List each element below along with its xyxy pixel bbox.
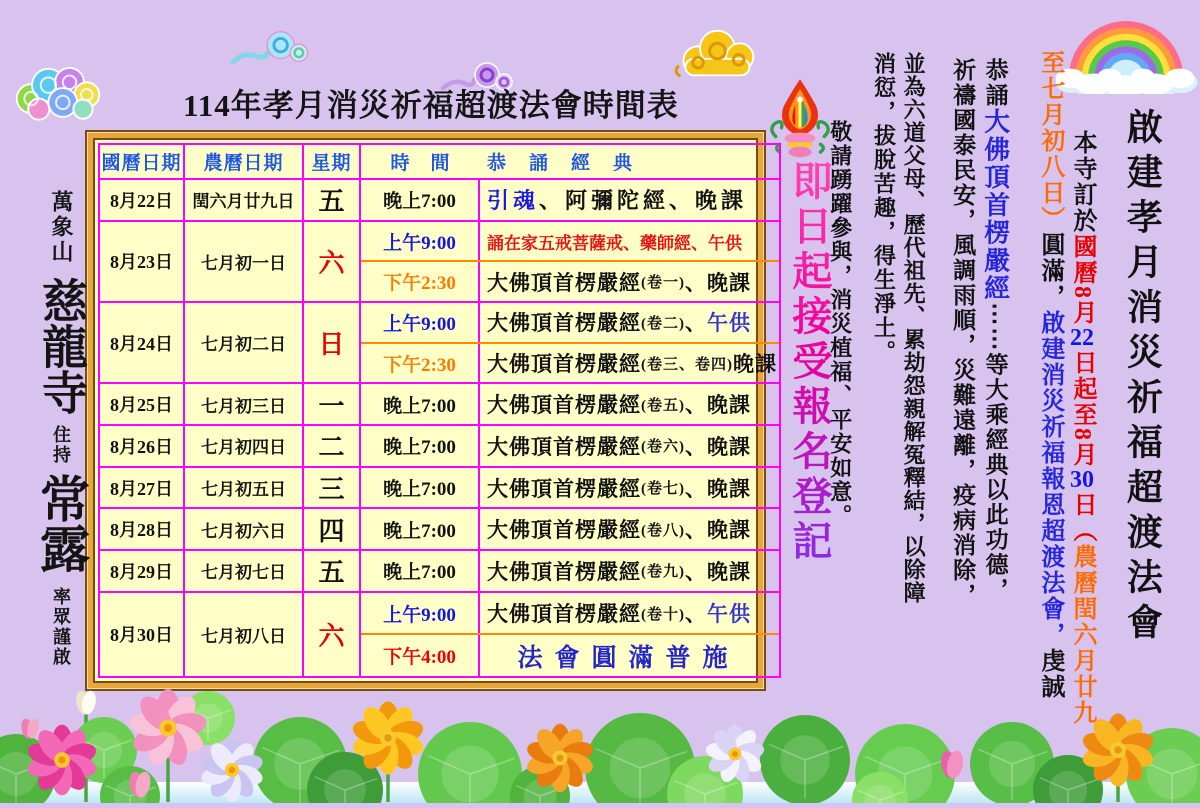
time-slots <box>361 303 779 382</box>
sutra-text: 誦在家五戒菩薩戒、藥師經、午供 <box>487 233 742 253</box>
sutra-text: (卷七) <box>641 481 685 498</box>
sutra-text: (卷九) <box>641 564 685 581</box>
time-slots <box>361 468 779 508</box>
time-cell: 下午2:30 <box>361 262 480 301</box>
table-row <box>100 549 779 591</box>
sutra-cell <box>480 180 779 220</box>
sutra-text: 、晚課 <box>685 559 751 584</box>
sutra-text: 大佛頂首楞嚴經 <box>487 311 641 336</box>
lunar-date-cell: 閏六月廿九日 <box>185 180 304 220</box>
announcement-text: 本寺訂於 <box>1069 130 1096 234</box>
sutra-text: 、晚課 <box>685 270 751 295</box>
time-cell: 晚上7:00 <box>361 384 480 424</box>
weekday-cell: 六 <box>304 222 361 301</box>
announcement-text: 啟建孝月消災祈福超渡法會 <box>1122 108 1163 648</box>
table-header-row <box>100 145 779 178</box>
time-cell: 晚上7:00 <box>361 426 480 466</box>
announcement-column <box>1067 46 1097 756</box>
sutra-cell <box>480 468 779 508</box>
cyan-swirl-cloud-icon <box>228 24 316 72</box>
rainbow-cloud-icon <box>10 56 106 122</box>
time-slots <box>361 426 779 466</box>
time-slots <box>361 384 779 424</box>
weekday-cell: 一 <box>304 384 361 424</box>
time-slot-row <box>361 426 779 466</box>
table-row <box>100 424 779 466</box>
abbot-name: 常露 <box>33 473 89 573</box>
announcement-column <box>870 46 898 756</box>
founder-signature <box>33 190 88 667</box>
sutra-text: (卷五) <box>641 397 685 414</box>
sutra-text: (卷六) <box>641 439 685 456</box>
sutra-cell <box>480 262 779 301</box>
time-slot-row <box>361 468 779 508</box>
announcement-text: 8月 <box>1069 428 1096 468</box>
header-cell: 時 間 <box>390 153 451 175</box>
time-cell: 下午4:00 <box>361 635 480 676</box>
time-cell: 晚上7:00 <box>361 551 480 591</box>
sutra-text: 、晚課 <box>685 476 751 501</box>
sutra-text: 、 <box>685 602 707 627</box>
announcement-column <box>826 46 854 756</box>
page-title: 114年孝月消災祈福超渡法會時間表 <box>183 88 679 123</box>
lunar-date-cell: 七月初一日 <box>185 222 304 301</box>
table-row <box>100 466 779 508</box>
sutra-cell <box>480 222 779 261</box>
table-row <box>100 507 779 549</box>
mountain-name: 萬象山 <box>49 190 74 265</box>
announcement-column <box>1035 46 1065 756</box>
weekday-cell: 三 <box>304 468 361 508</box>
sutra-text: (卷八) <box>641 522 685 539</box>
announcement-text: 至七月初八日） <box>1036 50 1063 232</box>
weekday-cell: 日 <box>304 303 361 382</box>
sutra-cell <box>480 551 779 591</box>
announcement-text: 圓滿， <box>1036 232 1063 310</box>
announcement-text: 農曆閏六月廿九 <box>1069 544 1096 726</box>
announcement-text: 國曆 <box>1069 234 1096 286</box>
lunar-date-cell: 七月初三日 <box>185 384 304 424</box>
sutra-text: 大佛頂首楞嚴經 <box>487 559 641 584</box>
sutra-text: (卷三、卷四) <box>641 356 733 373</box>
gregorian-date-cell: 8月30日 <box>100 593 185 676</box>
time-cell: 下午2:30 <box>361 344 480 383</box>
time-cell: 晚上7:00 <box>361 468 480 508</box>
registration-slogan: 即日起接受報名登記 <box>781 160 838 565</box>
sutra-text: 大佛頂首楞嚴經 <box>487 434 641 459</box>
sutra-text: 大佛頂首楞嚴經 <box>487 518 641 543</box>
schedule-table-grid <box>98 143 781 678</box>
time-slot-row <box>361 222 779 261</box>
lunar-date-cell: 七月初六日 <box>185 509 304 549</box>
sutra-text: (卷一) <box>641 275 685 292</box>
time-cell: 上午9:00 <box>361 303 480 342</box>
gregorian-date-cell: 8月28日 <box>100 509 185 549</box>
gregorian-date-cell: 8月27日 <box>100 468 185 508</box>
table-row <box>100 178 779 220</box>
sutra-text: 大佛頂首楞嚴經 <box>487 476 641 501</box>
header-cell: 恭 誦 經 典 <box>487 153 635 175</box>
sutra-cell <box>480 509 779 549</box>
weekday-cell: 五 <box>304 551 361 591</box>
header-cell: 農曆日期 <box>185 145 304 178</box>
lotus-border <box>0 688 1200 803</box>
announcement-text: 消愆，拔脫苦趣，得生淨土。 <box>871 52 897 364</box>
temple-name: 慈龍寺 <box>36 277 87 415</box>
time-cell: 晚上7:00 <box>361 180 480 220</box>
sutra-text: 大佛頂首楞嚴經 <box>487 602 641 627</box>
announcement-text: 大佛頂首楞嚴經 <box>980 108 1010 303</box>
sutra-text: 、晚課 <box>685 393 751 418</box>
time-slots <box>361 593 779 676</box>
lunar-date-cell: 七月初七日 <box>185 551 304 591</box>
time-slots <box>361 551 779 591</box>
announcement-text: 啟建消災祈福報恩超渡法會， <box>1036 310 1063 648</box>
sutra-cell <box>480 344 779 383</box>
time-slot-row <box>361 633 779 676</box>
sutra-text: 引魂 <box>487 188 540 214</box>
closing-phrase: 率眾謹啟 <box>51 587 71 667</box>
gregorian-date-cell: 8月22日 <box>100 180 185 220</box>
time-cell: 上午9:00 <box>361 222 480 261</box>
table-row <box>100 591 779 676</box>
announcement-columns <box>826 46 1164 756</box>
sutra-text: 午供 <box>707 311 751 336</box>
time-slot-row <box>361 260 779 301</box>
sutra-text: 晚課 <box>733 352 777 377</box>
schedule-table-frame <box>85 130 777 691</box>
time-cell: 上午9:00 <box>361 593 480 634</box>
time-slots <box>361 222 779 301</box>
weekday-cell: 二 <box>304 426 361 466</box>
time-slot-row <box>361 593 779 634</box>
time-slot-row <box>361 180 779 220</box>
table-row <box>100 382 779 424</box>
announcement-text: 敬請踴躍參與，消災植福、平安如意。 <box>827 120 853 528</box>
time-slot-row <box>361 303 779 342</box>
lunar-date-cell: 七月初五日 <box>185 468 304 508</box>
table-row <box>100 220 779 301</box>
time-slot-row <box>361 342 779 383</box>
announcement-text: 虔誠 <box>1036 648 1063 700</box>
announcement-text: 30 <box>1070 468 1095 492</box>
sutra-text: (卷十) <box>641 606 685 623</box>
sutra-text: 、晚課 <box>685 518 751 543</box>
time-slots <box>361 180 779 220</box>
weekday-cell: 四 <box>304 509 361 549</box>
gregorian-date-cell: 8月29日 <box>100 551 185 591</box>
time-slots <box>361 509 779 549</box>
announcement-column <box>947 46 976 756</box>
sutra-text: 大佛頂首楞嚴經 <box>487 393 641 418</box>
announcement-text: 日（ <box>1069 492 1096 544</box>
time-slot-row <box>361 551 779 591</box>
gold-cloud-icon <box>668 22 762 84</box>
header-cell: 星期 <box>304 145 361 178</box>
sutra-cell <box>480 593 779 634</box>
announcement-text: 祈禱國泰民安，風調雨順，災難遠離，疫病消除， <box>950 58 976 608</box>
sutra-text: 午供 <box>707 602 751 627</box>
sutra-cell <box>480 303 779 342</box>
sutra-text: 、阿彌陀經、晚課 <box>539 188 748 214</box>
announcement-column <box>978 46 1010 756</box>
sutra-cell <box>480 426 779 466</box>
gregorian-date-cell: 8月26日 <box>100 426 185 466</box>
time-slot-row <box>361 509 779 549</box>
table-row <box>100 301 779 382</box>
announcement-text: 22 <box>1070 326 1095 350</box>
gregorian-date-cell: 8月25日 <box>100 384 185 424</box>
announcement-text: 並為六道父母、歷代祖先、累劫怨親解冤釋結，以除障 <box>901 52 927 604</box>
time-slot-row <box>361 384 779 424</box>
sutra-text: 大佛頂首楞嚴經 <box>487 352 641 377</box>
lunar-date-cell: 七月初二日 <box>185 303 304 382</box>
announcement-text: 恭誦 <box>982 58 1008 108</box>
gregorian-date-cell: 8月24日 <box>100 303 185 382</box>
sutra-text: 、晚課 <box>685 434 751 459</box>
sutra-text: 大佛頂首楞嚴經 <box>487 270 641 295</box>
weekday-cell: 五 <box>304 180 361 220</box>
announcement-column <box>899 46 927 756</box>
announcement-text: 8月 <box>1069 286 1096 326</box>
announcement-text: ⋯⋯等大乘經典以此功德， <box>982 302 1008 603</box>
sutra-text: 、 <box>685 311 707 336</box>
sutra-text: 法會圓滿普施 <box>517 644 740 672</box>
announcement-column <box>1119 46 1164 756</box>
gregorian-date-cell: 8月23日 <box>100 222 185 301</box>
lunar-date-cell: 七月初八日 <box>185 593 304 676</box>
schedule-table-inner <box>93 138 777 683</box>
announcement-text: 日起至 <box>1069 350 1096 428</box>
header-cell: 國曆日期 <box>100 145 185 178</box>
sutra-cell <box>480 635 779 676</box>
weekday-cell: 六 <box>304 593 361 676</box>
lunar-date-cell: 七月初四日 <box>185 426 304 466</box>
time-cell: 晚上7:00 <box>361 509 480 549</box>
abbot-role: 住持 <box>51 425 71 465</box>
sutra-text: (卷二) <box>641 315 685 332</box>
sutra-cell <box>480 384 779 424</box>
